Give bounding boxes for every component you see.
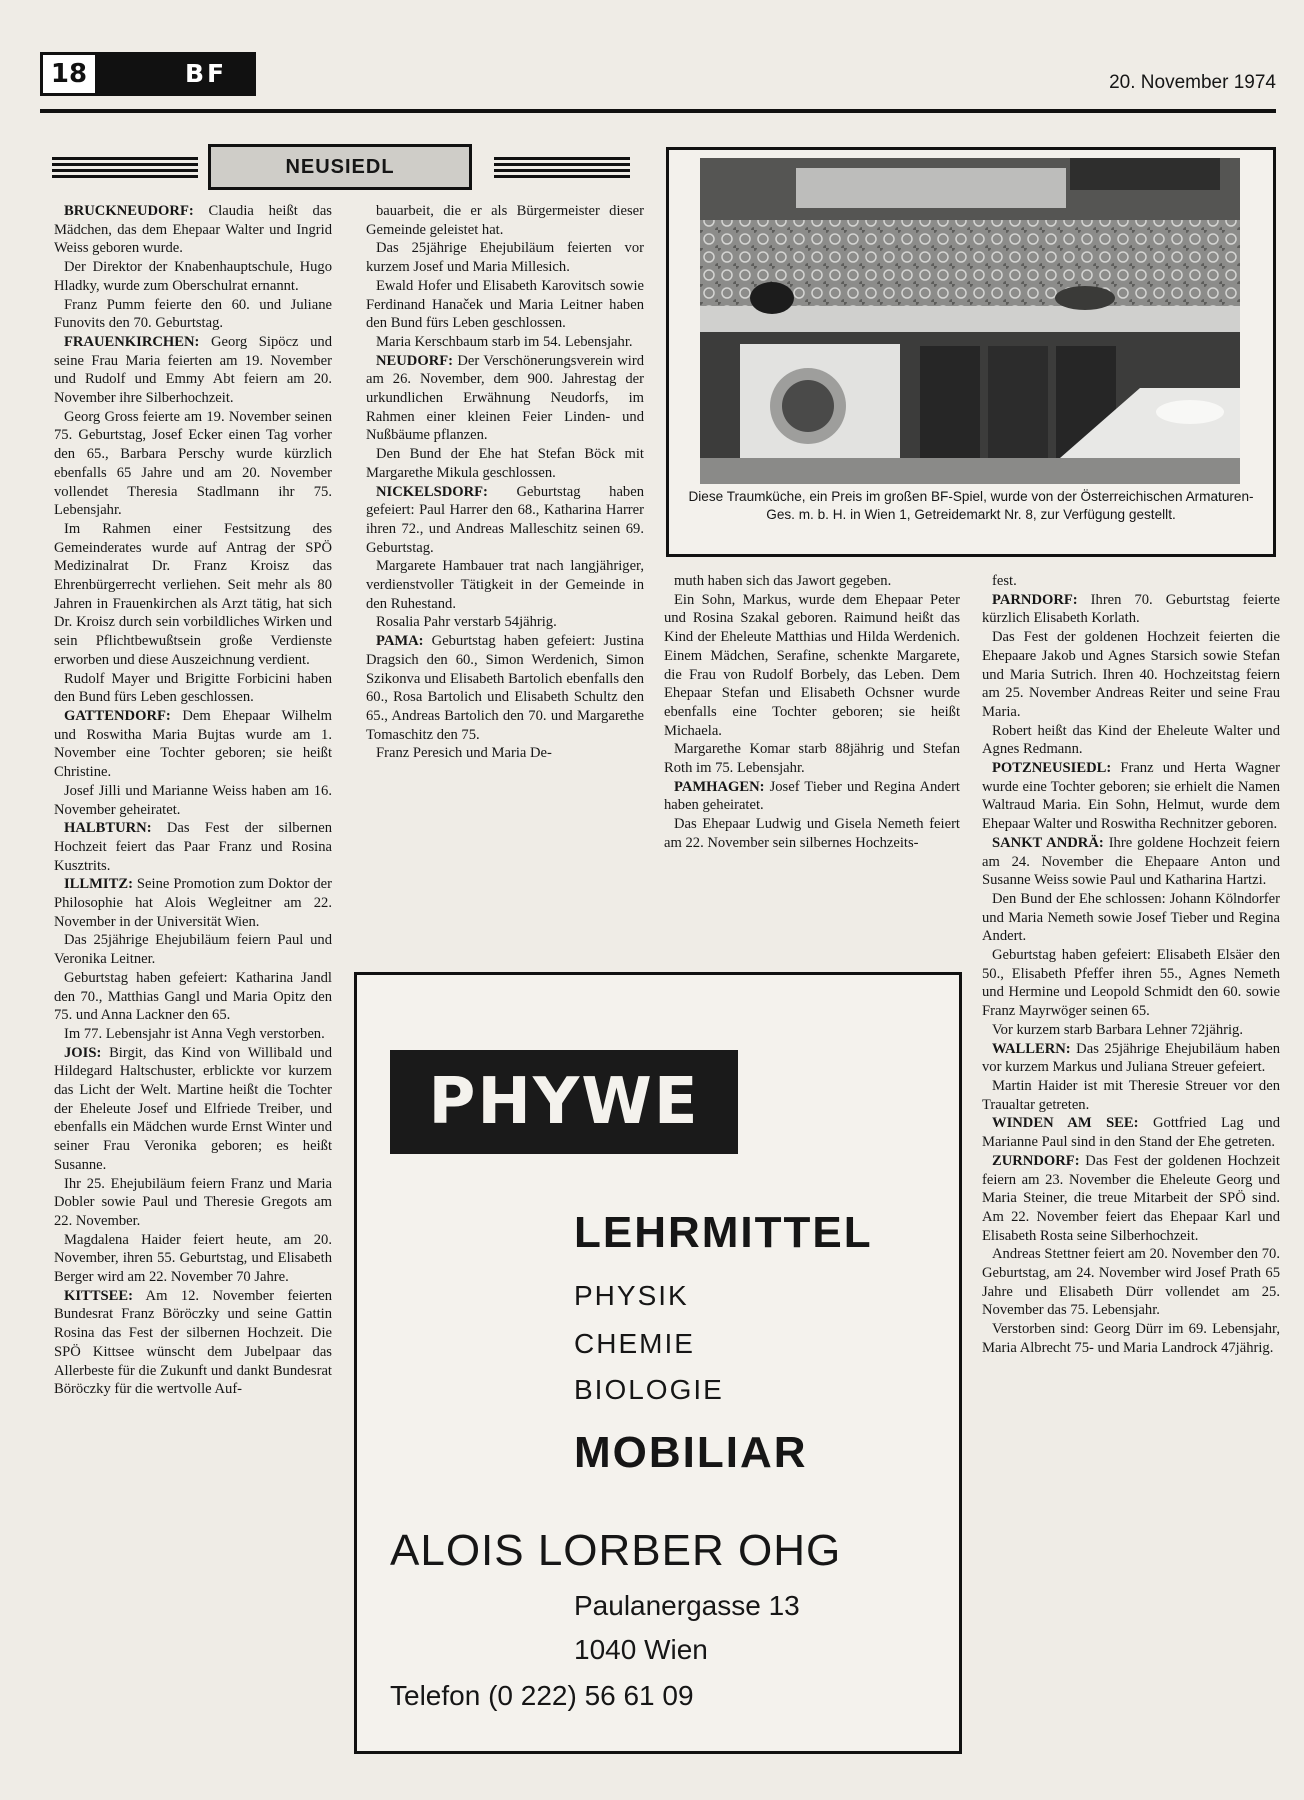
news-paragraph	[366, 445, 644, 482]
place-name: ZURNDORF:	[992, 1152, 1080, 1169]
news-paragraph	[664, 815, 960, 852]
place-name: NEUDORF:	[376, 352, 454, 369]
paragraph-text: Der Verschönerungsverein wird am 26. November, dem 900. Jahrestag der urkundlichen Erwähnung Neudorfs, im Rahmen einer kleinen Feier Linden- und Nußbäume pflanzen.	[366, 352, 644, 444]
news-paragraph	[982, 1245, 1280, 1320]
news-paragraph	[54, 520, 332, 670]
paragraph-text: Ihre goldene Hochzeit feiern am 24. November die Ehepaare Anton und Susanne Weiss sowie Paul und Katharina Hartzi.	[982, 834, 1280, 889]
paragraph-text: muth haben sich das Jawort gegeben.	[674, 573, 892, 589]
paragraph-text: Ihr 25. Ehejubiläum feiern Franz und Maria Dobler sowie Paul und Theresie Gregots am 22. November.	[54, 1175, 332, 1229]
ad-phone: Telefon (0 222) 56 61 09	[390, 1680, 694, 1711]
paragraph-text: Dem Ehepaar Wilhelm und Roswitha Maria Bujtas wurde am 1. November eine Tochter geboren; sie heißt Christine.	[54, 707, 332, 781]
article-column-2	[366, 202, 644, 962]
news-paragraph	[54, 931, 332, 968]
paragraph-text: Im Rahmen einer Festsitzung des Gemeinderates wurde auf Antrag der SPÖ Medizinalrat Dr. Franz Kroisz das Ehrenbürgerrecht verliehen. Seit mehr als 80 Jahren in Frauenkirchen als Arzt tätig, hat sich Dr. Kroisz durch sein vorbildliches Wirken und sein Pflichtbewußtsein große Verdienste erworben und diese Auszeichnung verdient.	[54, 520, 332, 668]
publication-name: BF	[185, 59, 228, 88]
ad-line-chemie: CHEMIE	[574, 1328, 695, 1359]
paragraph-text: Franz und Herta Wagner wurde eine Tochter geboren; sie erhielt die Namen Waltraud Maria. Ein Sohn, Helmut, wurde dem Ehepaar Walter und Roswitha Rechnitzer geboren.	[982, 760, 1280, 833]
place-name: JOIS:	[64, 1044, 102, 1061]
news-paragraph	[366, 277, 644, 333]
place-name: SANKT ANDRÄ:	[992, 834, 1104, 851]
paragraph-text: Seine Promotion zum Doktor der Philosophie hat Alois Wegleitner am 22. November in der Universität Wien.	[54, 876, 332, 930]
news-paragraph	[366, 483, 644, 558]
place-name: HALBTURN:	[64, 820, 152, 837]
news-paragraph	[366, 352, 644, 446]
ad-line-mobiliar: MOBILIAR	[574, 1428, 808, 1477]
photo-caption: Diese Traumküche, ein Preis im großen BF-Spiel, wurde von der Österreichischen Armaturen-Ges. m. b. H. in Wien 1, Getreidemarkt Nr. 8, zur Verfügung gestellt.	[688, 489, 1254, 522]
paragraph-text: Ewald Hofer und Elisabeth Karovitsch sowie Ferdinand Hanaček und Maria Leitner haben den Bund fürs Leben geschlossen.	[366, 277, 644, 332]
news-paragraph	[664, 778, 960, 815]
paragraph-text: Verstorben sind: Georg Dürr im 69. Lebensjahr, Maria Albrecht 75- und Maria Landrock 47jährig.	[982, 1321, 1280, 1356]
paragraph-text: Rosalia Pahr verstarb 54jährig.	[376, 614, 557, 631]
news-paragraph	[366, 239, 644, 276]
news-paragraph	[366, 613, 644, 632]
news-paragraph	[54, 969, 332, 1025]
news-paragraph	[54, 1287, 332, 1399]
news-paragraph	[664, 740, 960, 777]
news-paragraph	[982, 834, 1280, 890]
paragraph-text: Der Direktor der Knabenhauptschule, Hugo Hladky, wurde zum Oberschulrat ernannt.	[54, 259, 332, 294]
paragraph-text: Franz Pumm feierte den 60. und Juliane Funovits den 70. Geburtstag.	[54, 296, 332, 332]
paragraph-text: Das 25jährige Ehejubiläum feiern Paul und Veronika Leitner.	[54, 932, 332, 968]
ad-line-lehrmittel: LEHRMITTEL	[574, 1208, 873, 1257]
page-number-bar	[98, 52, 256, 96]
paragraph-text: Maria Kerschbaum starb im 54. Lebensjahr.	[376, 333, 633, 350]
paragraph-text: Das 25jährige Ehejubiläum feierten vor kurzem Josef und Maria Millesich.	[366, 240, 644, 276]
paragraph-text: Das 25jährige Ehejubiläum haben vor kurzem Markus und Juliana Streuer gefeiert.	[982, 1040, 1280, 1076]
paragraph-text: Franz Peresich und Maria De-	[376, 745, 552, 762]
paragraph-text: Martin Haider ist mit Theresie Streuer vor den Traualtar getreten.	[982, 1077, 1280, 1113]
news-paragraph	[366, 632, 644, 744]
place-name: FRAUENKIRCHEN:	[64, 333, 200, 350]
paragraph-text: Geburtstag haben gefeiert: Justina Dragsich den 60., Simon Werdenich, Simon Szikonva und Elisabeth Bartolich ebenfalls den 60., Rosa Bartolich und Elisabeth Schultz den 65., Andreas Bartolich den 70. und Margarethe Tomaschitz den 75.	[366, 633, 644, 743]
place-name: BRUCKNEUDORF:	[64, 203, 194, 219]
page-number: 18	[40, 52, 98, 96]
news-paragraph	[982, 946, 1280, 1021]
news-paragraph	[54, 1231, 332, 1287]
paragraph-text: Geburtstag haben gefeiert: Paul Harrer den 68., Katharina Harrer ihren 72., und Andreas Malleschitz seinen 69. Geburtstag.	[366, 483, 644, 556]
news-paragraph	[54, 1175, 332, 1231]
paragraph-text: Geburtstag haben gefeiert: Katharina Jandl den 70., Matthias Gangl und Maria Opitz den 75. und Anna Lackner den 65.	[54, 969, 332, 1024]
news-paragraph	[366, 744, 644, 763]
place-name: PAMA:	[376, 633, 424, 650]
ad-line-biologie: BIOLOGIE	[574, 1374, 724, 1405]
news-paragraph	[982, 1114, 1280, 1151]
header-rule	[40, 109, 1276, 113]
place-name: NICKELSDORF:	[376, 483, 488, 500]
news-paragraph	[54, 202, 332, 258]
news-paragraph	[982, 572, 1280, 591]
paragraph-text: Am 12. November feierten Bundesrat Franz Böröczky und seine Gattin Rosina das Fest der silbernen Hochzeit. Die SPÖ Kittsee wünscht dem Jubelpaar das Allerbeste für die Zukunft und dankt Bundesrat Böröczky für die wertvolle Auf-	[54, 1287, 332, 1398]
paragraph-text: Josef Tieber und Regina Andert haben geheiratet.	[664, 778, 960, 814]
news-paragraph	[982, 591, 1280, 628]
paragraph-text: Magdalena Haider feiert heute, am 20. November, ihren 55. Geburtstag, und Elisabeth Berger wird am 22. November 70 Jahre.	[54, 1231, 332, 1286]
place-name: KITTSEE:	[64, 1287, 133, 1304]
paragraph-text: Geburtstag haben gefeiert: Elisabeth Elsäer den 50., Elisabeth Pfeffer ihren 55., Agnes Nemeth und Hermine und Leopold Schmidt den 60. sowie Franz Mayrwöger seinen 65.	[982, 947, 1280, 1020]
news-paragraph	[54, 408, 332, 520]
paragraph-text: Das Fest der goldenen Hochzeit feierten die Ehepaare Jakob und Agnes Starsich sowie Stefan und Maria Sutrich. Ihren 40. Hochzeitstag feiern am 25. November Andreas Reiter und seine Frau Maria.	[982, 629, 1280, 720]
news-paragraph	[366, 333, 644, 352]
news-paragraph	[54, 875, 332, 931]
paragraph-text: Margarete Hambauer trat nach langjähriger, verdienstvoller Tätigkeit in der Gemeinde in den Ruhestand.	[366, 558, 644, 612]
news-paragraph	[982, 759, 1280, 834]
ad-company-name: ALOIS LORBER OHG	[390, 1526, 842, 1575]
place-name: WINDEN AM SEE:	[992, 1115, 1139, 1132]
paragraph-text: Birgit, das Kind von Willibald und Hildegard Haltschuster, erblickte vor kurzem das Licht der Welt. Martine heißt die Tochter der Eheleute Josef und Elfriede Treiber, und ebenfalls ein Mädchen wurde Ernst Winter und seiner Frau Veronika geboren; es heißt Susanne.	[54, 1044, 332, 1173]
news-paragraph	[982, 1040, 1280, 1077]
news-paragraph	[54, 670, 332, 707]
kitchen-photo	[700, 158, 1240, 484]
news-paragraph	[54, 782, 332, 819]
news-paragraph	[54, 1025, 332, 1044]
paragraph-text: Josef Jilli und Marianne Weiss haben am 16. November geheiratet.	[54, 782, 332, 818]
place-name: WALLERN:	[992, 1040, 1071, 1057]
news-paragraph	[366, 202, 644, 239]
paragraph-text: Gottfried Lag und Marianne Paul sind in den Stand der Ehe getreten.	[982, 1115, 1280, 1151]
kitchen-illustration	[700, 158, 1240, 484]
paragraph-text: Das Fest der silbernen Hochzeit feiert das Paar Franz und Rosina Kusztrits.	[54, 820, 332, 874]
ad-city: 1040 Wien	[574, 1634, 708, 1665]
paragraph-text: Das Fest der goldenen Hochzeit feiern am 23. November die Eheleute Georg und Maria Steiner, die treue Mitarbeit der SPÖ sind. Am 22. November feiert das Ehepaar Karl und Elisabeth Rosta seine Silberhochzeit.	[982, 1152, 1280, 1244]
news-paragraph	[982, 890, 1280, 946]
news-paragraph	[982, 722, 1280, 759]
paragraph-text: Margarethe Komar starb 88jährig und Stefan Roth im 75. Lebensjahr.	[664, 741, 960, 777]
paragraph-text: Den Bund der Ehe hat Stefan Böck mit Margarethe Mikula geschlossen.	[366, 446, 644, 481]
paragraph-text: Georg Sipöcz und seine Frau Maria feierten am 19. November und Rudolf und Emmy Abt feiern am 20. November ihre Silberhochzeit.	[54, 333, 332, 407]
section-title: NEUSIEDL	[208, 144, 472, 190]
place-name: POTZNEUSIEDL:	[992, 760, 1112, 777]
place-name: PARNDORF:	[992, 591, 1078, 608]
section-stripes-left	[52, 157, 198, 179]
article-column-1	[54, 202, 332, 1772]
ad-street: Paulanergasse 13	[574, 1590, 800, 1621]
article-column-4	[982, 572, 1280, 1764]
news-paragraph	[54, 333, 332, 408]
news-paragraph	[982, 628, 1280, 722]
news-paragraph	[982, 1152, 1280, 1246]
news-paragraph	[54, 707, 332, 782]
paragraph-text: Im 77. Lebensjahr ist Anna Vegh verstorben.	[64, 1025, 325, 1042]
news-paragraph	[54, 1044, 332, 1175]
article-column-3	[664, 572, 960, 964]
paragraph-text: Robert heißt das Kind der Eheleute Walter und Agnes Redmann.	[982, 722, 1280, 758]
news-paragraph	[664, 591, 960, 741]
news-paragraph	[54, 819, 332, 875]
news-paragraph	[664, 572, 960, 591]
paragraph-text: Das Ehepaar Ludwig und Gisela Nemeth feiert am 22. November sein silbernes Hochzeits-	[664, 816, 960, 851]
news-paragraph	[54, 296, 332, 333]
place-name: ILLMITZ:	[64, 876, 133, 893]
paragraph-text: bauarbeit, die er als Bürgermeister dieser Gemeinde geleistet hat.	[366, 203, 644, 238]
paragraph-text: fest.	[992, 573, 1017, 589]
paragraph-text: Rudolf Mayer und Brigitte Forbicini haben den Bund fürs Leben geschlossen.	[54, 670, 332, 706]
issue-date: 20. November 1974	[1109, 72, 1276, 93]
paragraph-text: Claudia heißt das Mädchen, das dem Ehepaar Walter und Ingrid Weiss geboren wurde.	[54, 203, 332, 257]
news-paragraph	[982, 1021, 1280, 1040]
paragraph-text: Ein Sohn, Markus, wurde dem Ehepaar Peter und Rosina Szakal geboren. Raimund heißt das Kind der Eheleute Matthias und Hilda Werdenich. Einem Mädchen, Serafine, schenkte Margarete, die Frau von Rudolf Borbely, das Leben. Dem Ehepaar Stefan und Elisabeth Ochsner wurde ebenfalls eine Tochter geboren; sie heißt Michaela.	[664, 591, 960, 739]
paragraph-text: Georg Gross feierte am 19. November seinen 75. Geburtstag, Josef Ecker einen Tag vorher den 65., Barbara Perschy wurde kürzlich ebenfalls 65 Jahre und am 20. November vollendet Theresia Stadlmann ihr 75. Lebensjahr.	[54, 408, 332, 519]
place-name: GATTENDORF:	[64, 707, 171, 724]
news-paragraph	[982, 1077, 1280, 1114]
ad-logo: PHYWE	[390, 1050, 738, 1154]
place-name: PAMHAGEN:	[674, 778, 765, 795]
ad-line-physik: PHYSIK	[574, 1280, 689, 1311]
news-paragraph	[54, 258, 332, 295]
paragraph-text: Vor kurzem starb Barbara Lehner 72jährig.	[992, 1021, 1243, 1038]
news-paragraph	[982, 1320, 1280, 1357]
paragraph-text: Ihren 70. Geburtstag feierte kürzlich Elisabeth Korlath.	[982, 591, 1280, 627]
paragraph-text: Den Bund der Ehe schlossen: Johann Kölndorfer und Maria Nemeth sowie Josef Tieber und Regina Andert.	[982, 890, 1280, 945]
paragraph-text: Andreas Stettner feiert am 20. November den 70. Geburtstag, am 24. November wird Josef Prath 65 Jahre und Elisabeth Dürr vollendet am 25. November das 75. Lebensjahr.	[982, 1246, 1280, 1319]
news-paragraph	[366, 557, 644, 613]
section-stripes-right	[494, 157, 630, 179]
